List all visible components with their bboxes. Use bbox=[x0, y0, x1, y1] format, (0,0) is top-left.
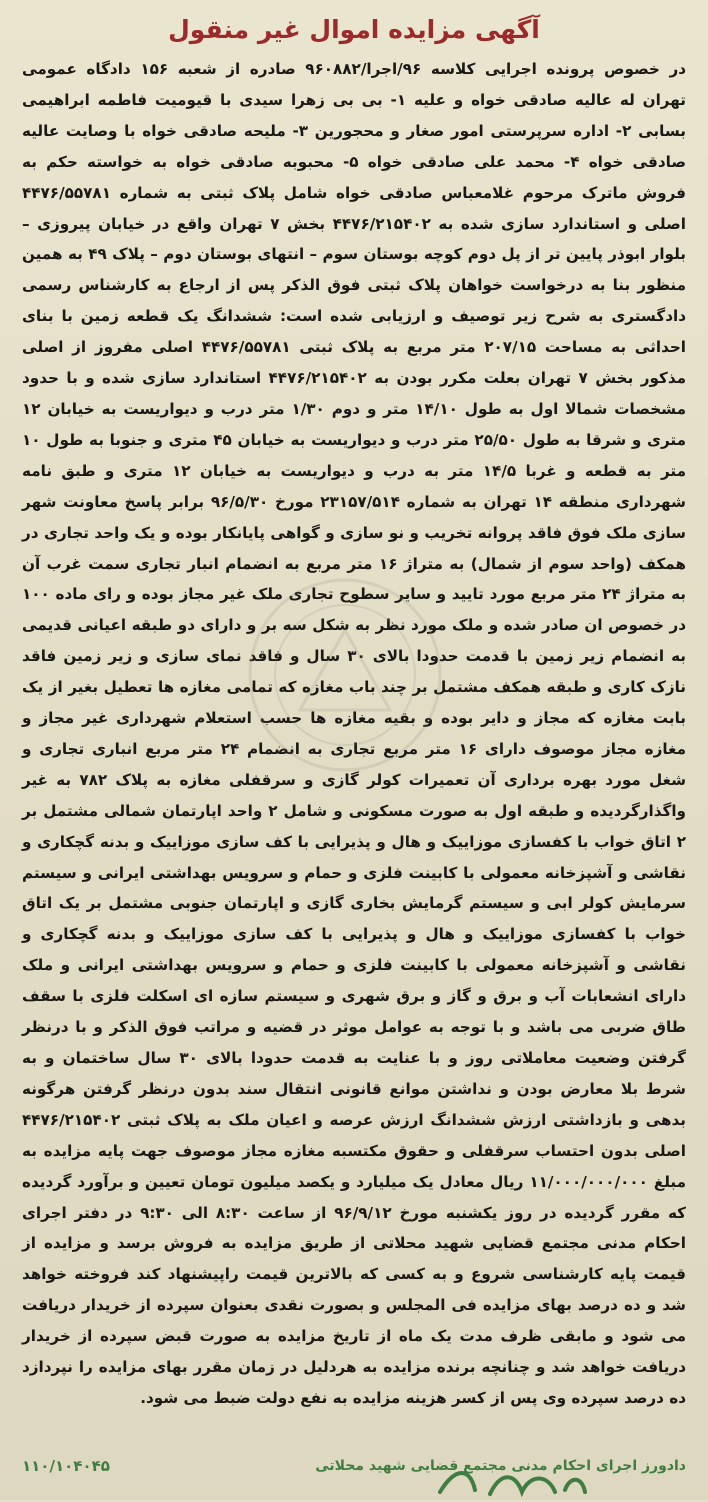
signature-line: دادورز اجرای احکام مدنی مجتمع قضایی شهید محلاتی bbox=[315, 1458, 686, 1474]
notice-title: آگهی مزایده اموال غیر منقول bbox=[168, 15, 540, 44]
watermark-emblem-icon bbox=[190, 560, 500, 790]
reference-number: ۱۱۰/۱۰۴۰۴۵ bbox=[22, 1457, 110, 1475]
handwritten-mark-icon bbox=[430, 1462, 590, 1502]
notice-body: در خصوص پرونده اجرایی کلاسه ۹۶/اجرا/۹۶۰۸۸۲ صادره از شعبه ۱۵۶ دادگاه عمومی تهران له عالیه صادقی خواه و علیه ۱- بی بی زهرا سیدی با قیومیت فاطمه ابراهیمی بسابی ۲- اداره سرپرستی امور صغار و محجورین ۳- ملیحه صادقی خواه با وصایت عالیه صادقی خواه ۴- محمد علی صادقی خواه ۵- محبوبه صادقی خواه به خواسته حکم به فروش ماترک مرحوم غلامعباس صادقی خواه شامل پلاک ثبتی به شماره ۴۴۷۶/۵۵۷۸۱ اصلی و استاندارد سازی شده به ۴۴۷۶/۲۱۵۴۰۲ بخش ۷ تهران واقع در خیابان پیروزی – بلوار ابوذر پایین تر از پل دوم کوچه بوستان سوم – انتهای بوستان دوم – پلاک ۴۹ به همین منظور بنا به درخواست خواهان پلاک ثبتی فوق الذکر پس از ارجاع به کارشناس رسمی دادگستری به شرح زیر توصیف و ارزیابی شده است: ششدانگ یک قطعه زمین با بنای احداثی به مساحت ۲۰۷/۱۵ متر مربع به پلاک ثبتی ۴۴۷۶/۵۵۷۸۱ اصلی مفروز از اصلی مذکور بخش ۷ تهران بعلت مکرر بودن به ۴۴۷۶/۲۱۵۴۰۲ استاندارد سازی شده و با حدود مشخصات شمالا اول به طول ۱۴/۱۰ متر و دوم ۱/۳۰ متر درب و دیواریست به خیابان ۱۲ متری و شرقا به طول ۲۵/۵۰ متر درب و دیواریست به خیابان ۴۵ متری و جنوبا به طول ۱۰ متر به قطعه و غربا ۱۴/۵ متر به درب و دیواریست به خیابان ۱۲ متری و طبق نامه شهرداری منطقه ۱۴ تهران به شماره ۲۳۱۵۷/۵۱۴ مورخ ۹۶/۵/۳۰ برابر پاسخ معاونت شهر سازی ملک فوق فاقد پروانه تخریب و نو سازی و گواهی پایانکار بوده و یک واحد تجاری در همکف (واحد سوم از شمال) به متراژ ۱۶ متر مربع به انضمام انبار تجاری سمت غرب آن به متراژ ۲۴ متر مربع مورد تایید و سایر سطوح تجاری ملک غیر مجاز بوده و رای ماده ۱۰۰ در خصوص ان صادر شده و ملک مورد نظر به شکل سه بر و دارای دو طبقه اعیانی قدیمی به انضمام زیر زمین با قدمت حدودا بالای ۳۰ سال و فاقد نمای سازی و زیر زمین فاقد نازک کاری و طبقه همکف مشتمل بر چند باب مغازه که تمامی مغازه ها تعطیل بغیر از یک بابت مغازه که مجاز و دایر بوده و بقیه مغازه ها حسب استعلام شهرداری غیر مجاز و مغازه مجاز موصوف دارای ۱۶ متر مربع تجاری به انضمام ۲۴ متر مربع انباری تجاری و شغل مورد بهره برداری آن تعمیرات کولر گازی و سرقفلی مغازه به پلاک ۷۸۲ به غیر واگذارگردیده و طبقه اول به صورت مسکونی و شامل ۲ واحد اپارتمان شمالی مشتمل بر ۲ اتاق خواب با کفسازی موزاییک و هال و پذیرایی با کف سازی موزاییک و بدنه گچکاری و نقاشی و آشپزخانه معمولی با کابینت فلزی و حمام و سرویس بهداشتی ایرانی و سیستم سرمایش کولر ابی و سیستم گرمایش بخاری گازی و اپارتمان جنوبی مشتمل بر یک اتاق خواب با کفسازی موزاییک و هال و پذیرایی با کف سازی موزاییک و بدنه گچکاری و نقاشی و آشپزخانه معمولی با کابینت فلزی و حمام و سرویس بهداشتی ایرانی و ملک دارای انشعابات آب و برق و گاز و برق شهری و سیستم سازه ای اسکلت فلزی با سقف طاق ضربی می باشد و با توجه به عوامل موثر در قضیه و مراتب فوق الذکر و با درنظر گرفتن وضعیت معاملاتی روز و با عنایت به قدمت حدودا بالای ۳۰ سال ساختمان و به شرط بلا معارض بودن و نداشتن موانع قانونی انتقال سند بدون درنظر گرفتن هرگونه بدهی و بازداشتی ارزش ششدانگ ارزش عرصه و اعیان ملک به پلاک ثبتی ۴۴۷۶/۲۱۵۴۰۲ اصلی بدون احتساب سرقفلی و حقوق مکتسبه مغازه مجاز موصوف جهت پایه مزایده به مبلغ ۱۱/۰۰۰/۰۰۰/۰۰۰ ریال معادل یک میلیارد و یکصد میلیون تومان تعیین و برآورد گردیده که مقرر گردیده در روز یکشنبه مورخ ۹۶/۹/۱۲ از ساعت ۸:۳۰ الی ۹:۳۰ در دفتر اجرای احکام مدنی مجتمع قضایی شهید محلاتی از طریق مزایده به فروش برسد و مزایده از قیمت پایه کارشناسی شروع و به کسی که بالاترین قیمت راپیشنهاد کند فروخته خواهد شد و ده درصد بهای مزایده فی المجلس و بصورت نقدی بعنوان سپرده از خریدار دریافت می شود و مابقی ظرف مدت یک ماه از تاریخ مزایده به صورت قبض سپرده از خریدار دریافت خواهد شد و چنانچه برنده مزایده به هردلیل در زمان مقرر بهای مزایده را نپردازد ده درصد سپرده وی پس از کسر هزینه مزایده به نفع دولت ضبط می شود. bbox=[22, 60, 687, 1407]
